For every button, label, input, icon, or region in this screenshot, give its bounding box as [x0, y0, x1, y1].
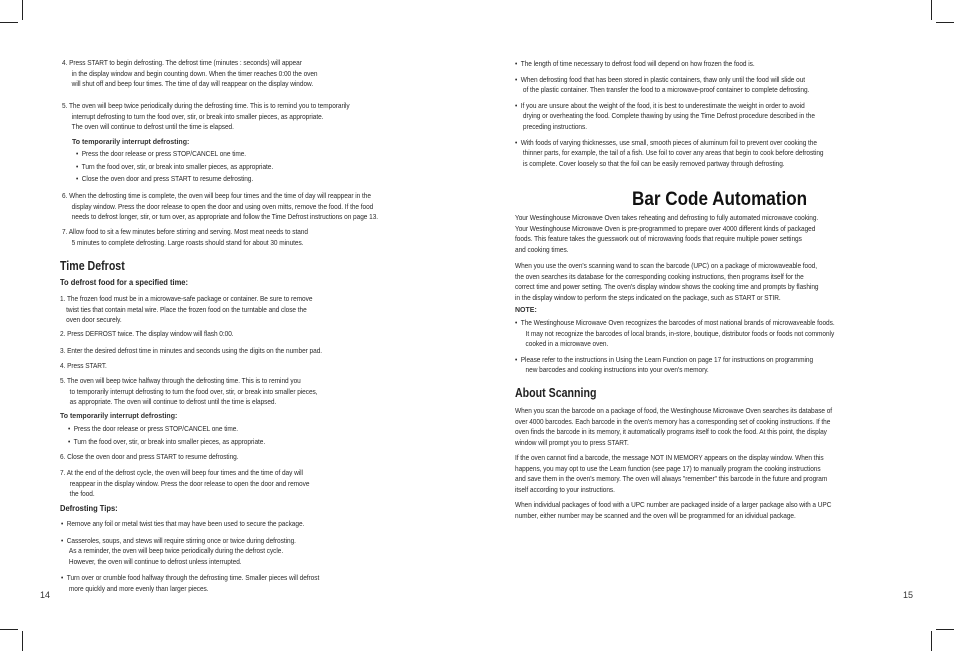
list-item: • Press the door release or press STOP/CANCEL one time. [68, 424, 239, 433]
page-number: 15 [903, 590, 914, 600]
step-5: 5. The oven will beep twice periodically during the defrosting time. This is to remind you to temporarily interrupt defrosting to turn the food over, stir, or break into smaller pieces, as appropriate. The oven will continue to defrost until the time is elapsed. [62, 101, 350, 132]
interrupt-list [68, 424, 265, 447]
page-number: 14 [40, 590, 51, 600]
defrost-step-3: 3. Enter the desired defrost time in minutes and seconds using the digits on the number pad. [60, 346, 323, 355]
bar-code-paragraph-2: When you use the oven's scanning wand to scan the barcode (UPC) on a package of microwaveable food, the oven searches its database for the corresponding cooking instructions, then programs itself for the correct time and power setting. The oven's display window shows the cooking time and prompts by flashing in the display window to perform the steps indicated on the package, such as START or STIR. [515, 261, 819, 302]
step-7: 7. Allow food to sit a few minutes before stirring and serving. Most meat needs to stand 5 minutes to complete defrosting. Large roasts should stand for about 30 minutes. [62, 227, 308, 247]
list-item: • Remove any foil or metal twist ties that may have been used to secure the package. [61, 519, 305, 528]
interrupt-title: To temporarily interrupt defrosting: [60, 413, 178, 420]
defrosting-tips-heading: Defrosting Tips: [60, 503, 118, 513]
note-list: • The Westinghouse Microwave Oven recognizes the barcodes of most national brands of microwaveable foods. It may not recognize the barcodes of local brands, in-store, boutique, distributor foods or foods not commonly cooked in a microwave oven. • Please refer to the instructions in Using the Learn Function on page 17 for instructions on programming new barcodes and cooking instructions into your oven's memory. [515, 318, 835, 375]
defrost-step-1: 1. The frozen food must be in a microwave-safe package or container. Be sure to remove twist ties that contain metal wire. Place the frozen food on the turntable and close the oven door securely. [60, 294, 313, 325]
list-item: • With foods of varying thicknesses, use small, smooth pieces of aluminum foil to prevent over cooking the [515, 137, 817, 147]
scanning-paragraph-2: If the oven cannot find a barcode, the message NOT IN MEMORY appears on the display window. When this happens, you may opt to use the Learn function (see page 17) to manually program the cooking instructions and save them in the oven's memory. The oven will always "remember" this barcode in the future and program itself according to your instructions. [515, 453, 828, 494]
time-defrost-subheading: To defrost food for a specified time: [60, 277, 189, 287]
defrost-step-4: 4. Press START. [60, 361, 107, 370]
list-item: • Press the door release or press STOP/CANCEL one time. [76, 149, 247, 158]
tips-list: • Remove any foil or metal twist ties that may have been used to secure the package. • Casseroles, soups, and stews will require stirring once or twice during defrosting. As a reminder, the oven will beep twice periodically during the defrost cycle. However, the oven will continue to defrost unless interrupted. • Turn over or crumble food halfway through the defrosting time. Smaller pieces will defrost more quickly and more evenly than larger pieces. [61, 519, 320, 593]
list-item: • The Westinghouse Microwave Oven recognizes the barcodes of most national brands of microwaveable foods. [515, 318, 835, 327]
bar-code-automation-heading: Bar Code Automation [632, 189, 808, 210]
list-item: • Turn the food over, stir, or break into smaller pieces, as appropriate. [68, 436, 266, 446]
scanning-paragraph-3: When individual packages of food with a UPC number are packaged inside of a larger package also with a UPC number, either number may be scanned and the oven will be programmed for an idividual package. [515, 500, 832, 520]
list-item: • Casseroles, soups, and stews will require stirring once or twice during defrosting. [61, 535, 296, 545]
list-item: • Please refer to the instructions in Using the Learn Function on page 17 for instructions on programming [515, 354, 814, 364]
bar-code-paragraph-1: Your Westinghouse Microwave Oven takes reheating and defrosting to fully automated microwave cooking. Your Westinghouse Microwave Oven is pre-programmed to prepare over 4000 different kinds of packaged foods. This feature takes the guesswork out of microwaving foods that require multiple power settings and cooking times. [515, 213, 819, 254]
right-page [477, 0, 954, 651]
defrost-step-6: 6. Close the oven door and press START to resume defrosting. [60, 452, 239, 461]
defrost-step-7: 7. At the end of the defrost cycle, the oven will beep four times and the time of day will reappear in the display window. Press the door release to open the door and remove the food. [60, 468, 310, 499]
list-item: • Close the oven door and press START to resume defrosting. [76, 174, 254, 184]
list-item: • If you are unsure about the weight of the food, it is best to underestimate the weight in order to avoid [515, 100, 805, 110]
scanning-paragraph-1: When you scan the barcode on a package of food, the Westinghouse Microwave Oven searches its database of over 4000 barcodes. Each barcode in the oven's memory has a corresponding set of cooking instructions. If the oven finds the barcode in its memory, it automatically programs itself to cook the food. At this point, the display window will prompt you to press START. [515, 406, 833, 447]
list-item: • The length of time necessary to defrost food will depend on how frozen the food is. [515, 59, 755, 68]
step-4: 4. Press START to begin defrosting. The defrost time (minutes : seconds) will appear in the display window and begin counting down. When the timer reaches 0:00 the oven will shut off and beep four times. The time of day will reappear on the display window. [62, 58, 318, 89]
interrupt-title: To temporarily interrupt defrosting: [72, 139, 190, 146]
interrupt-list [76, 149, 273, 185]
note-label: NOTE: [515, 307, 537, 314]
defrost-tips-continued: • The length of time necessary to defrost food will depend on how frozen the food is. • When defrosting food that has been stored in plastic containers, thaw only until the food will slide out of the plastic container. Then transfer the food to a microwave-proof container to complete defrosting. • If you are unsure about the weight of the food, it is best to underestimate the weight in order to avoid drying or overheating the food. Complete thawing by using the Time Defrost procedure described in the preceding instructions. • With foods of varying thicknesses, use small, smooth pieces of aluminum foil to prevent over cooking the thinner parts, for example, the tail of a fish. Use foil to cover any areas that begin to cook before defrosting is complete. Cover loosely so that the foil can be easily removed partway through defrosting. [515, 59, 824, 168]
list-item: • Turn over or crumble food halfway through the defrosting time. Smaller pieces will defrost [61, 573, 320, 583]
step-6: 6. When the defrosting time is complete, the oven will beep four times and the time of day will reappear in the display window. Press the door release to open the door and using oven mitts, remove the food. If the food needs to defrost longer, stir, or turn over, as appropriate and follow the Time Defrost instructions on page 13. [62, 191, 379, 222]
time-defrost-heading: Time Defrost [60, 259, 125, 273]
list-item: • Turn the food over, stir, or break into smaller pieces, as appropriate. [76, 161, 274, 171]
list-item: • When defrosting food that has been stored in plastic containers, thaw only until the food will slide out [515, 74, 806, 84]
defrost-step-5: 5. The oven will beep twice halfway through the defrosting time. This is to remind you to temporarily interrupt defrosting to turn the food over, stir, or break into smaller pieces, as appropriate. The oven will continue to defrost until the time is elapsed. [60, 376, 318, 407]
defrost-step-2: 2. Press DEFROST twice. The display window will flash 0:00. [60, 329, 234, 338]
about-scanning-heading: About Scanning [515, 386, 597, 400]
